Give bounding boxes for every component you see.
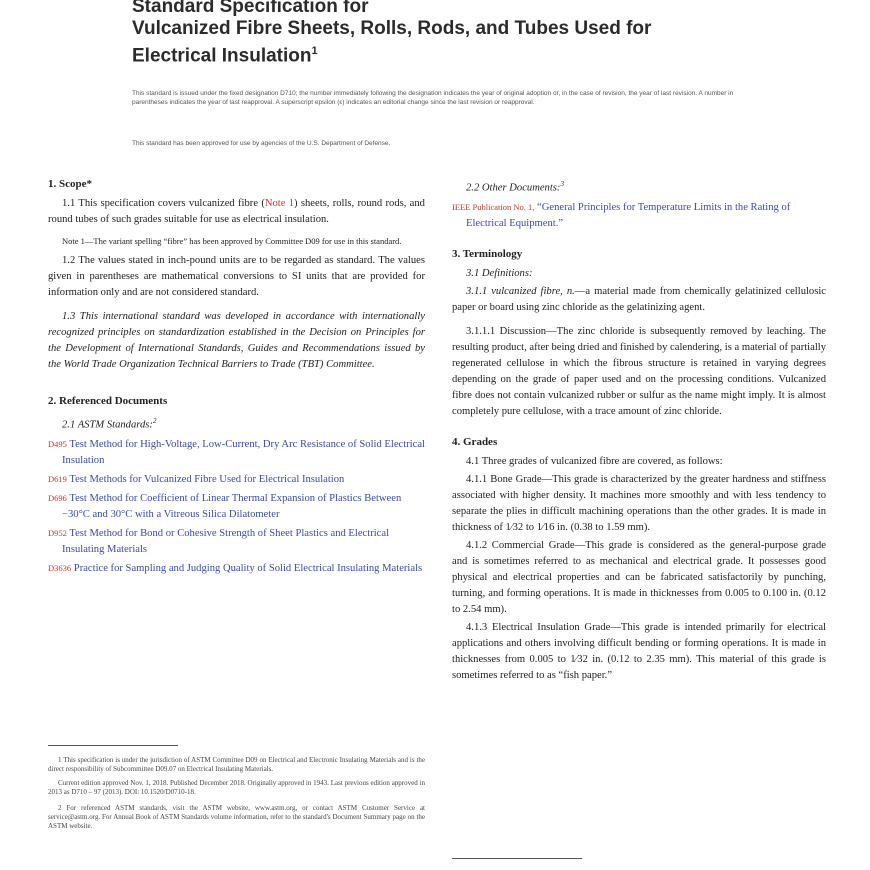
reference-code: D3636 [48,562,72,573]
scope-paragraph-1 [48,196,425,228]
astm-standards-subheading [48,413,425,434]
note-1: Note 1—The variant spelling “fibre” has been approved by Committee D09 for use in this standard. [62,236,402,246]
footnote-1: 1 This specification is under the jurisdiction of ASTM Committee D09 on Electrical and Electronic Insulating Materials and is the direct responsibility of Subcommittee D09.07 on Electrical Insulating Materials. [48,756,425,774]
astm-reference-item [48,436,425,469]
astm-standards-label: 2.1 ASTM Standards: [62,419,153,431]
ieee-code: IEEE Publication No. 1, [452,201,535,212]
left-column [48,176,425,579]
bone-grade: 4.1.1 Bone Grade—This grade is characterized by the greater hardness and stiffness associated with higher density. It machines more smoothly and with less tendency to separate the plies in difficult machining operations than the other grades. It is made in thickness of 1⁄32 to 1⁄16 in. (0.38 to 1.59 mm). [452,473,826,533]
reference-code: D619 [48,473,67,484]
reference-code: D696 [48,492,67,503]
section-3-heading: 3. Terminology [452,247,523,260]
definition-discussion: 3.1.1.1 Discussion—The zinc chloride is subsequently removed by leaching. The resulting product, after being dried and finished by calendering, is a material of partially regenerated cellulose in which the fibrous structure is retained in varying degrees depending on the grade of paper used and on the processing conditions. Vulcanized fibre does not contain vulcanized rubber or sulfur as the name might imply. It is almost completely pure cellulose, with a trace amount of zinc chloride. [452,325,826,417]
dod-notice: This standard has been approved for use by agencies of the U.S. Department of Defense. [132,140,391,147]
other-documents-subheading [452,176,826,197]
reference-title-link[interactable]: Test Method for Bond or Cohesive Strength of Sheet Plastics and Electrical Insulating Materials [62,527,390,555]
reference-title-link[interactable]: Test Method for High-Voltage, Low-Current, Dry Arc Resistance of Solid Electrical Insulation [62,438,425,466]
scope-paragraph-2: 1.2 The values stated in inch-pound units are to be regarded as standard. The values given in parentheses are mathematical conversions to SI units that are provided for information only and are not considered standard. [48,255,425,298]
astm-reference-item [48,560,425,577]
definition-vulcanized-fibre [452,284,826,316]
note-1-link[interactable]: Note 1 [264,198,295,209]
astm-reference-list [48,436,425,577]
section-2-heading: 2. Referenced Documents [48,395,168,407]
astm-reference-item [48,471,425,488]
definition-text: —a material made from chemically gelatinized cellulosic paper or board using zinc chloride as the gelatinizing agent. [452,285,826,313]
footnote-2: 2 For referenced ASTM standards, visit the ASTM website, www.astm.org, or contact ASTM Customer Service at service@astm.org. For Annual Book of ASTM Standards volume information, refer to the standard's Document Summary page on the ASTM website. [48,803,425,831]
right-footnote-divider [452,858,582,859]
reference-code: D495 [48,438,67,449]
other-docs-footnote-mark: 3 [560,180,564,188]
footnote-1-edition: Current edition approved Nov. 1, 2018. Published December 2018. Originally approved in 1943. Last previous edition approved in 2013 as D710 – 97 (2013). DOI: 10.1520/D0710-18. [48,778,425,797]
ieee-reference [452,199,826,232]
grades-intro: 4.1 Three grades of vulcanized fibre are covered, as follows: [466,455,723,467]
scope-p1-suffix: ) sheets, rolls, round rods, and round tubes of such grades suitable for use as electrical insulation. [48,198,425,225]
astm-reference-item [48,490,425,523]
designation-notice: This standard is issued under the fixed designation D710; the number immediately following the designation indicates the year of original adoption or, in the case of revision, the year of last revision. A number in parentheses indicates the year of last reapproval. A superscript epsilon (ε) indicates an editorial change since the last revision or reapproval. [132,90,734,106]
reference-title-link[interactable]: Test Methods for Vulcanized Fibre Used for Electrical Insulation [69,473,345,485]
definitions-subheading: 3.1 Definitions: [466,267,533,279]
other-documents-label: 2.2 Other Documents: [466,182,561,194]
footnote-divider [48,745,178,746]
astm-footnote-mark: 2 [152,417,157,425]
section-4-heading: 4. Grades [452,435,498,448]
right-column [452,176,826,692]
title-line-2: Vulcanized Fibre Sheets, Rolls, Rods, and Tubes Used for [132,18,652,39]
scope-p1-text: 1.1 This specification covers vulcanized fibre ( [62,198,265,209]
commercial-grade: 4.1.2 Commercial Grade—This grade is considered as the general-purpose grade and is sometimes referred to as mechanical and electrical grade. It possesses good physical and electrical properties and can be fabricated satisfactorily by punching, turning, and forming operations. It is made in thicknesses from 0.005 to 0.100 in. (0.12 to 2.54 mm). [452,539,826,615]
reference-code: D952 [48,527,67,538]
title-footnote-mark: 1 [311,45,318,57]
title-line-3: Electrical Insulation [132,45,312,67]
astm-reference-item [48,525,425,558]
document-title [132,0,832,67]
electrical-insulation-grade: 4.1.3 Electrical Insulation Grade—This grade is intended primarily for electrical applications and others involving difficult bending or forming operations. It is made in thicknesses from 0.005 to 1⁄32 in. (0.12 to 2.35 mm). This material of this grade is sometimes referred to as “fish paper.” [452,621,826,681]
title-line-1: Standard Specification for [132,0,369,17]
ieee-title-link[interactable]: “General Principles for Temperature Limits in the Rating of Electrical Equipment.” [466,201,791,229]
reference-title-link[interactable]: Test Method for Coefficient of Linear Thermal Expansion of Plastics Between −30°C and 30°C with a Vitreous Silica Dilatometer [62,492,402,520]
scope-paragraph-3: 1.3 This international standard was developed in accordance with internationally recognized principles on standardization established in the Decision on Principles for the Development of International Standards, Guides and Recommendations issued by the World Trade Organization Technical Barriers to Trade (TBT) Committee. [48,311,425,370]
reference-title-link[interactable]: Practice for Sampling and Judging Quality of Solid Electrical Insulating Materials [73,562,423,574]
footnotes [48,756,425,836]
section-1-heading: 1. Scope* [48,178,92,190]
definition-term: 3.1.1 vulcanized fibre, n. [466,285,575,297]
